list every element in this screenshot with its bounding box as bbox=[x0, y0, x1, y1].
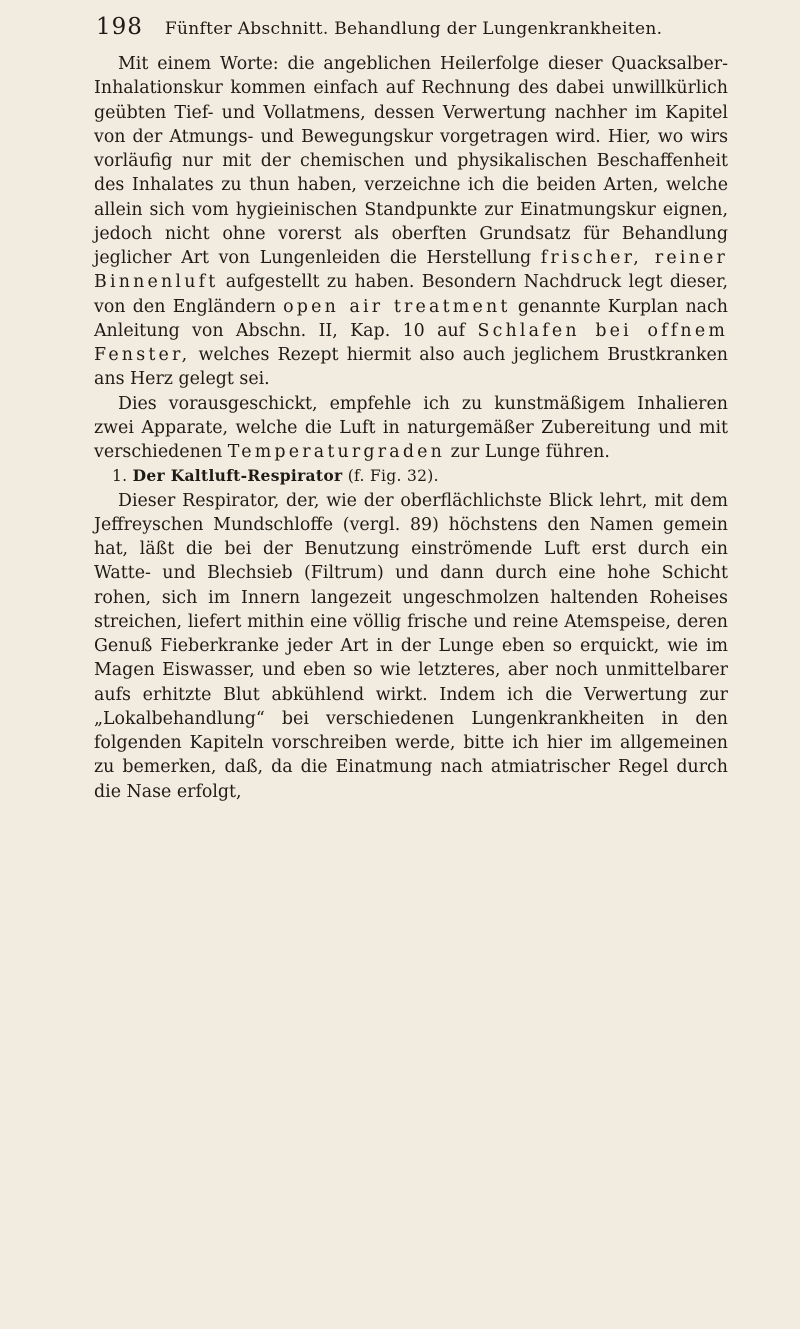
paragraph-3: Dieser Respirator, der, wie der oberflächlichste Blick lehrt, mit dem Jeffreyschen Mundschloffe (vergl. 89) höchstens den Namen gemein hat, läßt die bei der Benutzung einströmende Luft erst durch ein Watte- und Blechsieb (Filtrum) und dann durch eine hohe Schicht rohen, sich im Innern langezeit ungeschmolzen haltenden Roheises streichen, liefert mithin eine völlig frische und reine Atemspeise, deren Genuß Fieberkranke jeder Art in der Lunge eben so erquickt, wie im Magen Eiswasser, und eben so wie letzteres, aber noch unmittelbarer aufs erhitzte Blut abkühlend wirkt. Indem ich die Verwertung zur „Lokalbehandlung“ bei verschiedenen Lungenkrankheiten in den folgenden Kapiteln vorschreiben werde, bitte ich hier im allgemeinen zu bemerken, daß, da die Einatmung nach atmiatrischer Regel durch die Nase erfolgt, bbox=[94, 490, 728, 802]
paragraph-1-text-d: welches Rezept hiermit also auch jeglichem Brustkranken ans Herz gelegt sei. bbox=[94, 345, 728, 390]
paragraph-2 bbox=[94, 392, 728, 465]
emphasis-fresh-air: frischer, reiner Binnenluft bbox=[94, 248, 728, 293]
body-text bbox=[94, 52, 728, 804]
paragraph-1-text-c: genannte Kurplan nach Anleitung von Abschn. II, Kap. 10 auf bbox=[94, 296, 728, 341]
paragraph-1 bbox=[94, 52, 728, 392]
section-title: Der Kaltluft-Respirator bbox=[132, 466, 343, 486]
figure-reference: (f. Fig. 32). bbox=[347, 467, 439, 486]
paragraph-1-text-a: Mit einem Worte: die angeblichen Heilerfolge dieser Quacksalber-Inhalationskur kommen einfach auf Rechnung des dabei unwillkürlich geübten Tief- und Vollatmens, dessen Verwertung nachher im Kapitel von der Atmungs- und Bewegungskur vorgetragen wird. Hier, wo wirs vorläufig nur mit der chemischen und physikalischen Beschaffenheit des Inhalates zu thun haben, verzeichne ich die beiden Arten, welche allein sich vom hygieinischen Standpunkte zur Einatmungskur eignen, jedoch nicht ohne vorerst als oberften Grundsatz für Behandlung jeglicher Art von Lungenleiden die Herstellung bbox=[94, 54, 728, 268]
page-header bbox=[96, 14, 736, 50]
running-head: Fünfter Abschnitt. Behandlung der Lungenkrankheiten. bbox=[164, 19, 663, 39]
emphasis-open-air-treatment: open air treatment bbox=[283, 296, 511, 317]
paragraph-1-text-b: aufgestellt zu haben. Besondern Nachdruck legt dieser, von den Engländern bbox=[94, 272, 728, 317]
section-number: 1. bbox=[112, 467, 128, 486]
section-heading bbox=[94, 464, 728, 488]
paragraph-2-text-b: zur Lunge führen. bbox=[445, 442, 610, 462]
emphasis-sleeping-open-window: Schlafen bei offnem Fenster, bbox=[94, 320, 729, 365]
paragraph-2-text-a: Dies vorausgeschickt, empfehle ich zu kunstmäßigem Inhalieren zwei Apparate, welche die Luft in naturgemäßer Zubereitung und mit verschiedenen bbox=[94, 393, 728, 462]
emphasis-temperature-grades: Temperaturgraden bbox=[227, 442, 446, 462]
page-number: 198 bbox=[96, 14, 143, 40]
